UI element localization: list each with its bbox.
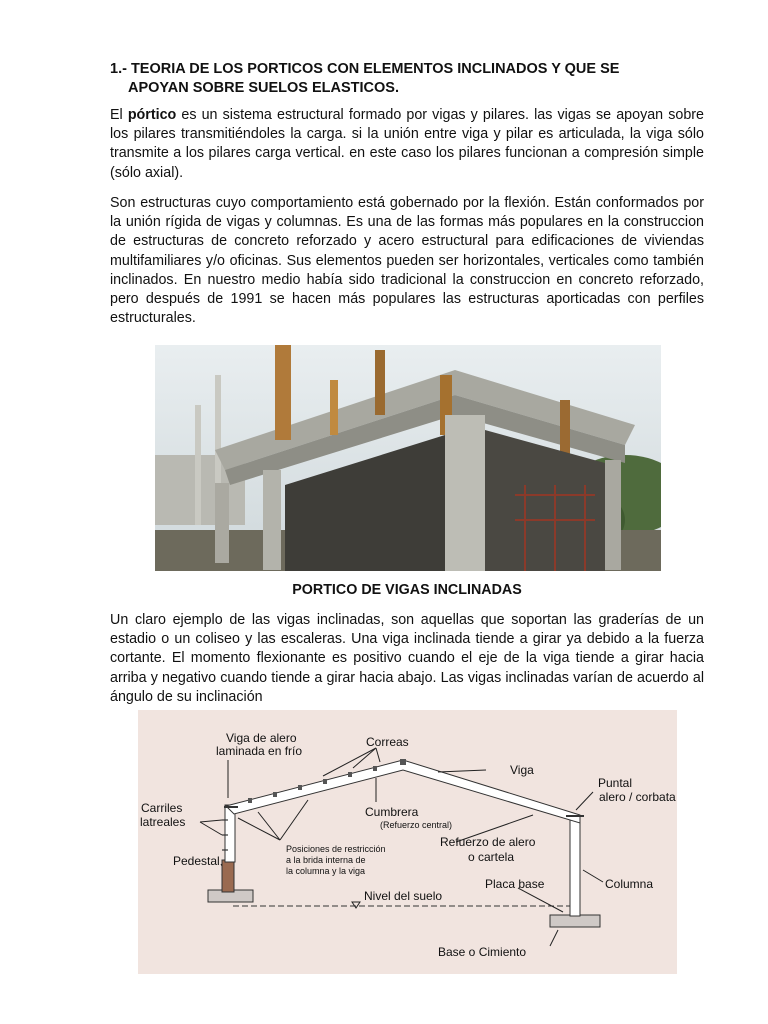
label-placa-base: Placa base [485,877,545,891]
label-puntal-1: Puntal [598,776,633,790]
right-column [570,818,580,916]
label-refuerzo-alero-1: Refuerzo de alero [440,835,536,849]
label-posiciones-1: Posiciones de restricción [286,844,386,854]
label-posiciones-2: a la brida interna de [286,855,366,865]
label-correas: Correas [366,735,409,749]
paragraph-1-rest: es un sistema estructural formado por vigas y pilares. las vigas se apoyan sobre los pilares transmitiéndoles la carga. si la unión entre viga y pilar es articulada, la viga sólo transmite a los pilares carga vertical. en este caso los pilares funcionan a compresión simple (sólo axial). [110,107,704,181]
label-posiciones-3: la columna y la viga [286,866,366,876]
heading-line-1: 1.- TEORIA DE LOS PORTICOS CON ELEMENTOS INCLINADOS Y QUE SE [110,61,620,77]
label-columna: Columna [605,877,654,891]
building-photo [155,345,661,571]
portal-frame-svg [138,710,677,974]
label-carriles-2: latreales [140,815,186,829]
label-pedestal: Pedestal [173,854,220,868]
label-viga-alero-2: laminada en frío [216,744,303,758]
label-viga-alero-1: Viga de alero [226,731,297,745]
figure-caption: PORTICO DE VIGAS INCLINADAS [292,582,522,598]
portal-frame-diagram [138,710,677,974]
label-base-cimiento: Base o Cimiento [438,945,527,959]
label-refuerzo-central: (Refuerzo central) [380,820,453,830]
concrete-frame-photo-illustration [155,345,661,571]
pedestal-block [222,860,234,892]
paragraph-1-prefix: El [110,107,128,123]
label-refuerzo-alero-2: o cartela [468,850,515,864]
paragraph-portico-definition [110,106,704,183]
label-nivel-suelo: Nivel del suelo [364,889,443,903]
label-puntal-2: alero / corbata [599,790,676,804]
right-foundation [550,915,600,927]
heading-line-2: APOYAN SOBRE SUELOS ELASTICOS. [128,80,399,96]
paragraph-flexion: Son estructuras cuyo comportamiento está gobernado por la flexión. Están conformados por la unión rígida de vigas y columnas. Es una de las formas más populares en la construccion de estructuras de concreto reforzado y acero estructural para edificaciones de viviendas multifamiliares y/o oficinas. Sus elementos pueden ser horizontales, verticales como también inclinados. En nuestro medio había sido tradicional la construccion en concreto reforzado, pero después de 1991 se hacen más populares las estructuras aporticadas con perfiles estructurales. [110,195,704,327]
label-carriles-1: Carriles [141,801,183,815]
term-portico: pórtico [127,107,177,123]
section-heading [110,60,670,98]
label-viga: Viga [510,763,534,777]
paragraph-vigas-inclinadas: Un claro ejemplo de las vigas inclinadas, son aquellas que soportan las graderías de un estadio o un coliseo y las escaleras. Una viga inclinada tiende a girar ya debido a la fuerza cortante. El momento flexionante es positivo cuando el eje de la viga tiende a girar hacia arriba y negativo cuando tiende a girar hacia abajo. Las vigas inclinadas varían de acuerdo al ángulo de su inclinación [110,612,704,705]
label-cumbrera: Cumbrera [365,805,419,819]
